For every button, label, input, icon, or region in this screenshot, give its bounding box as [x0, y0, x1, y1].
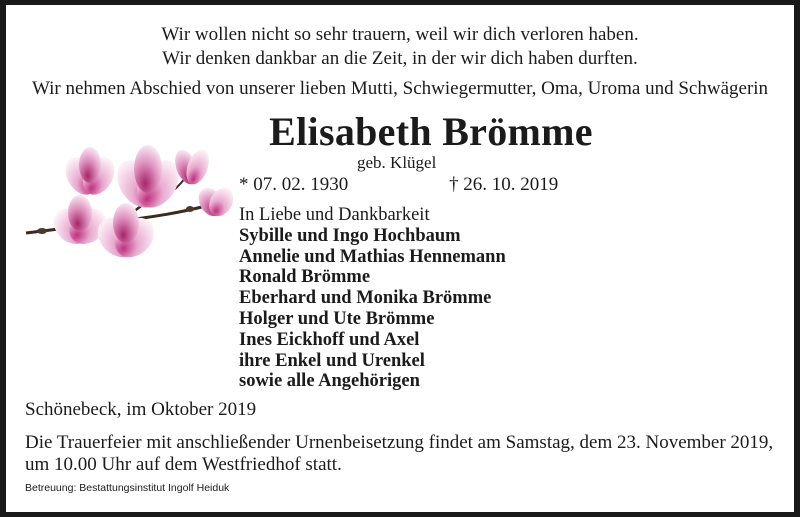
- death-date: † 26. 10. 2019: [449, 174, 559, 195]
- mourners-lead: In Liebe und Dankbarkeit: [239, 205, 430, 225]
- poem-line-1: Wir wollen nicht so sehr trauern, weil wir dich verloren haben.: [161, 24, 639, 45]
- birth-date: * 07. 02. 1930: [239, 174, 349, 195]
- farewell-intro: Wir nehmen Abschied von unserer lieben Mutti, Schwiegermutter, Oma, Uroma und Schwägerin: [31, 78, 769, 99]
- mourner-name: Ronald Brömme: [239, 267, 371, 288]
- funeral-home-credit: Betreuung: Bestattungsinstitut Ingolf Heiduk: [25, 482, 230, 494]
- mourner-name: Holger und Ute Brömme: [239, 308, 435, 329]
- service-line-2: um 10.00 Uhr auf dem Westfriedhof statt.: [25, 454, 342, 475]
- service-line-1: Die Trauerfeier mit anschließender Urnenbeisetzung findet am Samstag, dem 23. November 2019,: [25, 432, 774, 453]
- mourner-name: sowie alle Angehörigen: [239, 371, 420, 392]
- mourner-name: Ines Eickhoff und Axel: [239, 329, 420, 350]
- maiden-name: geb. Klügel: [357, 153, 437, 172]
- mourner-name: Sybille und Ingo Hochbaum: [239, 225, 461, 246]
- funeral-service-info: [25, 432, 773, 476]
- magnolia-branch-icon: [20, 141, 240, 261]
- mourners-list: [239, 205, 506, 392]
- place-and-date: Schönebeck, im Oktober 2019: [25, 399, 257, 420]
- mourner-name: Eberhard und Monika Brömme: [239, 288, 492, 309]
- poem-line-2: Wir denken dankbar an die Zeit, in der wir dich haben durften.: [162, 48, 638, 69]
- mourner-name: ihre Enkel und Urenkel: [239, 350, 425, 371]
- mourner-name: Annelie und Mathias Hennemann: [239, 246, 506, 267]
- obituary-notice: [6, 5, 794, 512]
- memorial-poem: [6, 23, 794, 71]
- deceased-name: Elisabeth Brömme: [269, 109, 593, 154]
